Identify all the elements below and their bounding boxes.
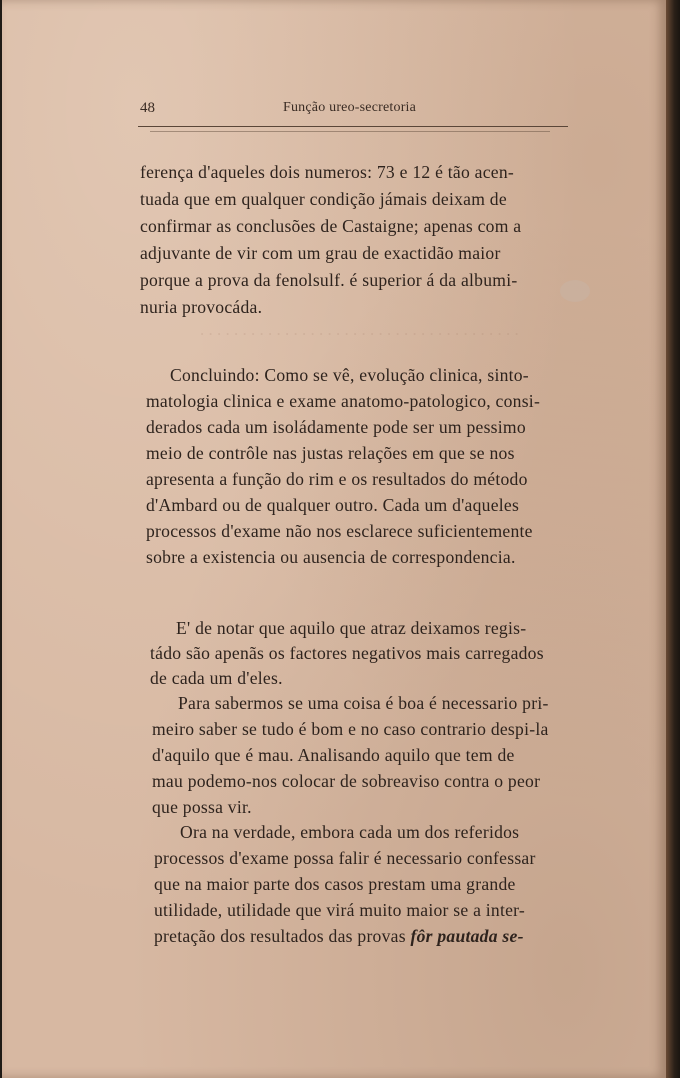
paper-stain [560, 280, 590, 302]
text-line: matologia clinica e exame anatomo-patologico, consi- [146, 391, 541, 411]
text-line: ferença d'aqueles dois numeros: 73 e 12 é tão acen- [140, 162, 514, 182]
text-line: derados cada um isoládamente pode ser um pessimo [146, 417, 526, 437]
text-line: processos d'exame não nos esclarece suficientemente [146, 521, 533, 541]
text-line-final [154, 928, 524, 946]
running-title: Função ureo-secretoria [283, 100, 417, 115]
text-line: adjuvante de vir com um grau de exactidão maior [140, 243, 501, 263]
bleed-through-text: . . . . . . . . . . . . . . . . . . . . . . . . . . . . . . . . . . . . . . [200, 320, 519, 339]
header-rule [138, 126, 568, 127]
header-rule-secondary [150, 131, 550, 132]
text-line: meio de contrôle nas justas relações em que se nos [146, 443, 515, 463]
text-line: Para sabermos se uma coisa é boa é necessario pri- [178, 693, 549, 713]
text-line: de cada um d'eles. [150, 668, 283, 688]
text-line: Concluindo: Como se vê, evolução clinica, sinto- [170, 365, 529, 385]
text-line: nuria provocáda. [140, 297, 263, 317]
text-line: utilidade, utilidade que virá muito maior se a inter- [154, 900, 526, 920]
text-line: E' de notar que aquilo que atraz deixamos regis- [176, 618, 527, 638]
text-line: confirmar as conclusões de Castaigne; apenas com a [140, 216, 522, 236]
text-line: tuada que em qualquer condição jámais deixam de [140, 189, 507, 209]
text-line: que na maior parte dos casos prestam uma grande [154, 874, 516, 894]
text-line: d'Ambard ou de qualquer outro. Cada um d'aqueles [146, 495, 520, 515]
page-number: 48 [140, 100, 155, 116]
text-line: mau podemo-nos colocar de sobreaviso contra o peor [152, 771, 541, 791]
text-line: porque a prova da fenolsulf. é superior á da albumi- [140, 270, 518, 290]
text-line: sobre a existencia ou ausencia de correspondencia. [146, 547, 516, 567]
text-line: tádo são apenãs os factores negativos mais carregados [150, 643, 544, 663]
text-segment: pretação dos resultados das provas [154, 926, 411, 946]
page-edge [666, 0, 680, 1078]
text-line: d'aquilo que é mau. Analisando aquilo que tem de [152, 745, 515, 765]
italic-text-segment: fôr pautada se- [410, 926, 524, 946]
text-line: que possa vir. [152, 797, 252, 817]
text-line: Ora na verdade, embora cada um dos referidos [180, 822, 520, 842]
text-line: meiro saber se tudo é bom e no caso contrario despi-la [152, 719, 549, 739]
text-line: processos d'exame possa falir é necessario confessar [154, 848, 536, 868]
text-line: apresenta a função do rim e os resultados do método [146, 469, 528, 489]
running-head [140, 100, 568, 122]
